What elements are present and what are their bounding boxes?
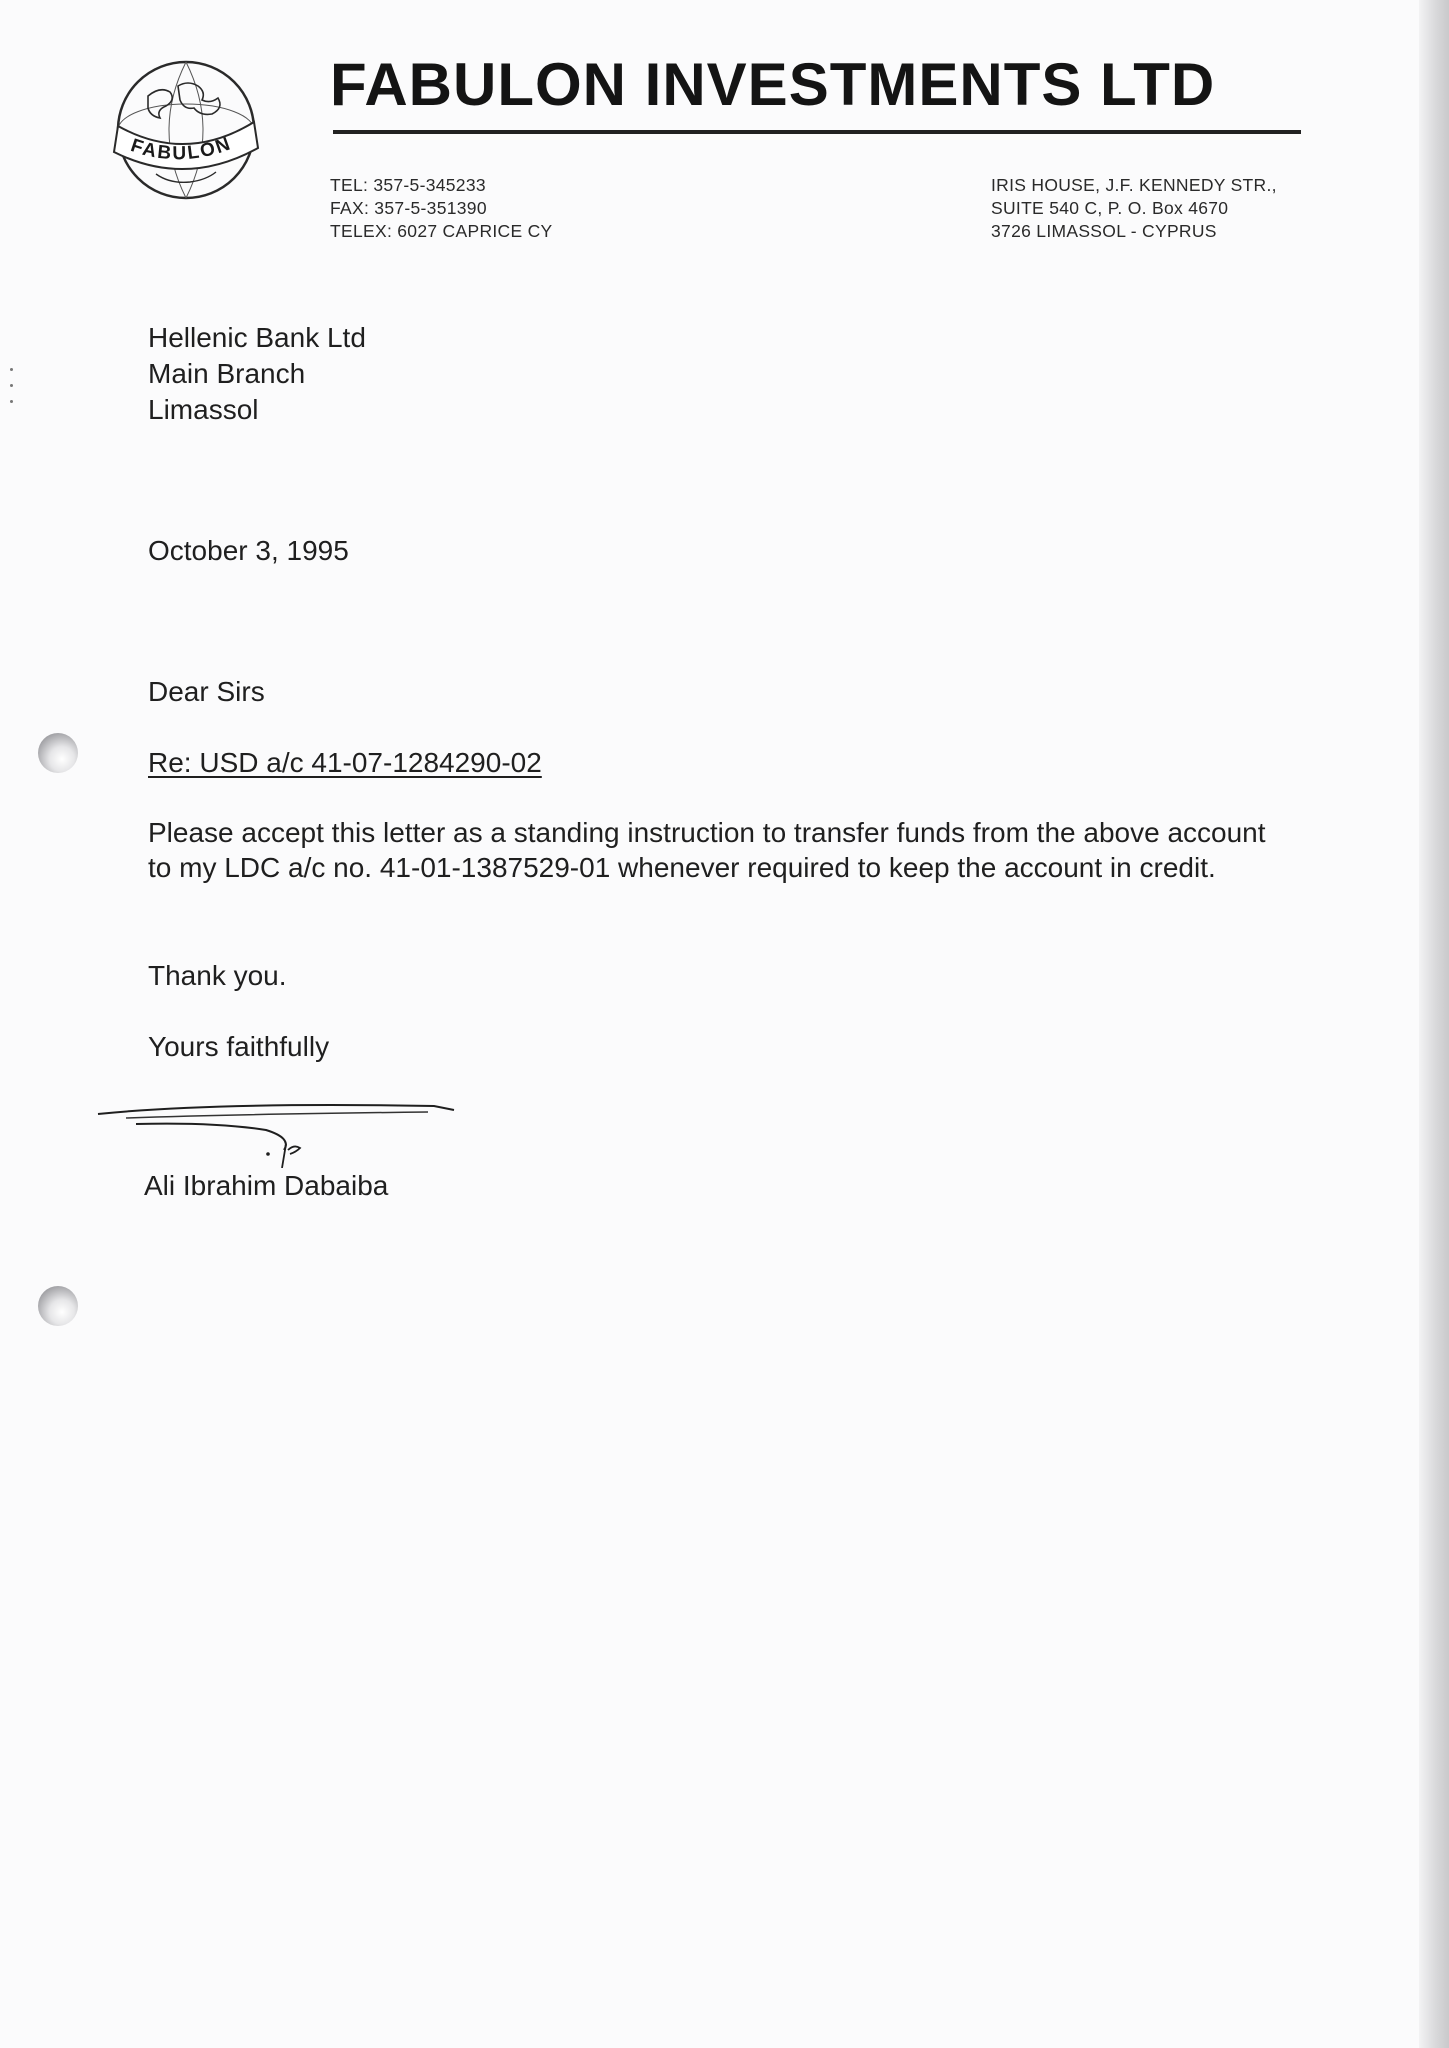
recipient-line-2: Main Branch	[148, 358, 306, 389]
contact-phone-block	[330, 174, 553, 243]
fax-line: FAX: 357-5-351390	[330, 198, 487, 218]
punch-hole-upper	[38, 733, 78, 773]
company-name: FABULON INVESTMENTS LTD	[330, 51, 1216, 118]
recipient-line-3: Limassol	[148, 394, 259, 425]
address-line-2: SUITE 540 C, P. O. Box 4670	[991, 198, 1229, 218]
closing-line: Yours faithfully	[148, 1031, 330, 1062]
thanks-line: Thank you.	[148, 960, 287, 991]
signer-name: Ali Ibrahim Dabaiba	[144, 1170, 389, 1201]
salutation: Dear Sirs	[148, 676, 265, 707]
fabulon-globe-logo	[112, 56, 260, 204]
subject-line: Re: USD a/c 41-07-1284290-02	[148, 747, 542, 778]
margin-speck	[10, 384, 13, 387]
recipient-line-1: Hellenic Bank Ltd	[148, 322, 366, 353]
address-line-3: 3726 LIMASSOL - CYPRUS	[991, 221, 1217, 241]
telex-line: TELEX: 6027 CAPRICE CY	[330, 221, 553, 241]
recipient-address	[148, 320, 366, 428]
margin-speck	[10, 400, 13, 403]
address-line-1: IRIS HOUSE, J.F. KENNEDY STR.,	[991, 175, 1277, 195]
margin-speck	[10, 368, 13, 371]
tel-line: TEL: 357-5-345233	[330, 175, 486, 195]
handwritten-signature	[96, 1088, 466, 1168]
punch-hole-lower	[38, 1286, 78, 1326]
header-divider	[333, 130, 1301, 134]
letter-body: Please accept this letter as a standing instruction to transfer funds from the above account to my LDC a/c no. 41-01-1387529-01 whenever required to keep the account in credit.	[148, 817, 1266, 883]
letter-date: October 3, 1995	[148, 535, 349, 566]
page-edge-shadow	[1419, 0, 1449, 2048]
logo-banner-text: FABULON	[128, 133, 235, 165]
contact-address-block	[991, 174, 1277, 243]
